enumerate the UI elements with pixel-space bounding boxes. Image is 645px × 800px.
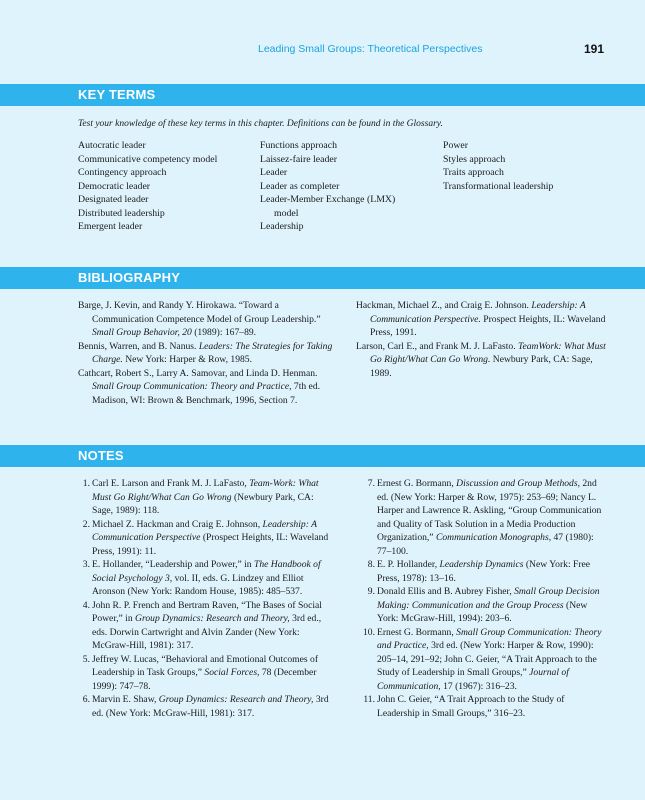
key-term: Transformational leadership: [443, 180, 554, 192]
bibliography-entry: Bennis, Warren, and B. Nanus. Leaders: The Strategies for Taking Charge. New York: Harper & Row, 1985.: [78, 340, 333, 365]
key-term: Communicative competency model: [78, 153, 218, 165]
notes-band: [0, 445, 645, 467]
note-item: 9. Donald Ellis and B. Aubrey Fisher, Small Group Decision Making: Communication and the Group Process (New York: McGraw-Hill, 1994): 203–6.: [367, 586, 600, 624]
key-terms-heading: KEY TERMS: [78, 87, 156, 102]
note-item: 5. Jeffrey W. Lucas, “Behavioral and Emotional Outcomes of Leadership in Task Groups,” Social Forces, 78 (December 1999): 747–78.: [82, 653, 319, 692]
bibliography-heading: BIBLIOGRAPHY: [78, 270, 181, 285]
note-item: 2. Michael Z. Hackman and Craig E. Johnson, Leadership: A Communication Perspective (Prospect Heights, IL: Waveland Press, 1991): 11.: [82, 518, 329, 557]
key-term: Functions approach: [260, 140, 337, 151]
note-item: 10. Ernest G. Bormann, Small Group Communication: Theory and Practice, 3rd ed. (New York: Harper & Row, 1990): 205–14, 291–92; John C. Geier, “A Trait Approach to the Study of Leadership in Small Groups,” Journal of Communication, 17 (1967): 316–23.: [363, 626, 602, 692]
key-term: Contingency approach: [78, 167, 167, 178]
note-item: 1. Carl E. Larson and Frank M. J. LaFasto, Team-Work: What Must Go Right/What Can Go Wrong (Newbury Park, CA: Sage, 1989): 118.: [82, 478, 319, 516]
key-term: Leader-Member Exchange (LMX): [260, 194, 396, 205]
page-number: 191: [584, 42, 605, 56]
note-item: 4. John R. P. French and Bertram Raven, “The Bases of Social Power,” in Group Dynamics: Research and Theory, 3rd ed., eds. Dorwin Cartwright and Alvin Zander (New York: McGraw-Hill, 1981): 317.: [82, 599, 322, 651]
key-term: Emergent leader: [78, 221, 143, 232]
key-term-continuation: model: [274, 207, 299, 219]
key-term: Democratic leader: [78, 180, 151, 192]
note-item: 8. E. P. Hollander, Leadership Dynamics (New York: Free Press, 1978): 13–16.: [367, 559, 591, 584]
key-term: Leader as completer: [260, 180, 340, 192]
key-term: Traits approach: [443, 167, 504, 178]
key-terms-band: [0, 84, 645, 106]
bibliography-band: [0, 267, 645, 289]
key-term: Laissez-faire leader: [260, 153, 337, 165]
key-terms-column-1: [78, 139, 217, 234]
key-term: Designated leader: [78, 194, 149, 205]
notes-heading: NOTES: [78, 448, 124, 463]
key-term: Distributed leadership: [78, 207, 165, 219]
bibliography-column-right: [356, 299, 606, 380]
key-term: Autocratic leader: [78, 140, 146, 151]
bibliography-entry: Barge, J. Kevin, and Randy Y. Hirokawa. “Toward a Communication Competence Model of Group Leadership.” Small Group Behavior, 20 (1989): 167–89.: [78, 300, 321, 338]
bibliography-entry: Larson, Carl E., and Frank M. J. LaFasto. TeamWork: What Must Go Right/What Can Go Wrong. Newbury Park, CA: Sage, 1989.: [356, 340, 606, 379]
notes-column-left: [82, 477, 337, 720]
running-title: Leading Small Groups: Theoretical Perspectives: [258, 43, 483, 55]
note-item: 3. E. Hollander, “Leadership and Power,” in The Handbook of Social Psychology 3, vol. II, eds. G. Lindzey and Elliot Aronson (New York: Random House, 1985): 485–537.: [82, 559, 321, 597]
note-item: 7. Ernest G. Bormann, Discussion and Group Methods, 2nd ed. (New York: Harper & Row, 1975): 253–69; Nancy L. Harper and Lawrence R. Askling, “Group Communication and Quality of Task Solution in a Media Production Organization,” Communication Monographs, 47 (1980): 77–100.: [367, 478, 602, 557]
note-item: 6. Marvin E. Shaw, Group Dynamics: Research and Theory, 3rd ed. (New York: McGraw-Hill, 1981): 317.: [82, 694, 329, 719]
notes-column-right: [363, 477, 603, 720]
note-item: 11. John C. Geier, “A Trait Approach to the Study of Leadership in Small Groups,” 316–23.: [363, 694, 565, 719]
key-terms-column-2: [260, 139, 395, 234]
running-head: [0, 43, 645, 57]
key-term: Power: [443, 140, 469, 151]
key-terms-column-3: [443, 139, 553, 193]
key-term: Styles approach: [443, 153, 506, 165]
bibliography-entry: Cathcart, Robert S., Larry A. Samovar, and Linda D. Henman. Small Group Communication: Theory and Practice, 7th ed. Madison, WI: Brown & Benchmark, 1996, Section 7.: [78, 367, 321, 406]
bibliography-entry: Hackman, Michael Z., and Craig E. Johnson. Leadership: A Communication Perspective. Prospect Heights, IL: Waveland Press, 1991.: [356, 300, 606, 338]
bibliography-column-left: [78, 299, 340, 407]
key-term: Leader: [260, 167, 288, 178]
key-terms-instructions: Test your knowledge of these key terms in this chapter. Definitions can be found in the Glossary.: [78, 119, 443, 129]
key-term: Leadership: [260, 221, 304, 232]
